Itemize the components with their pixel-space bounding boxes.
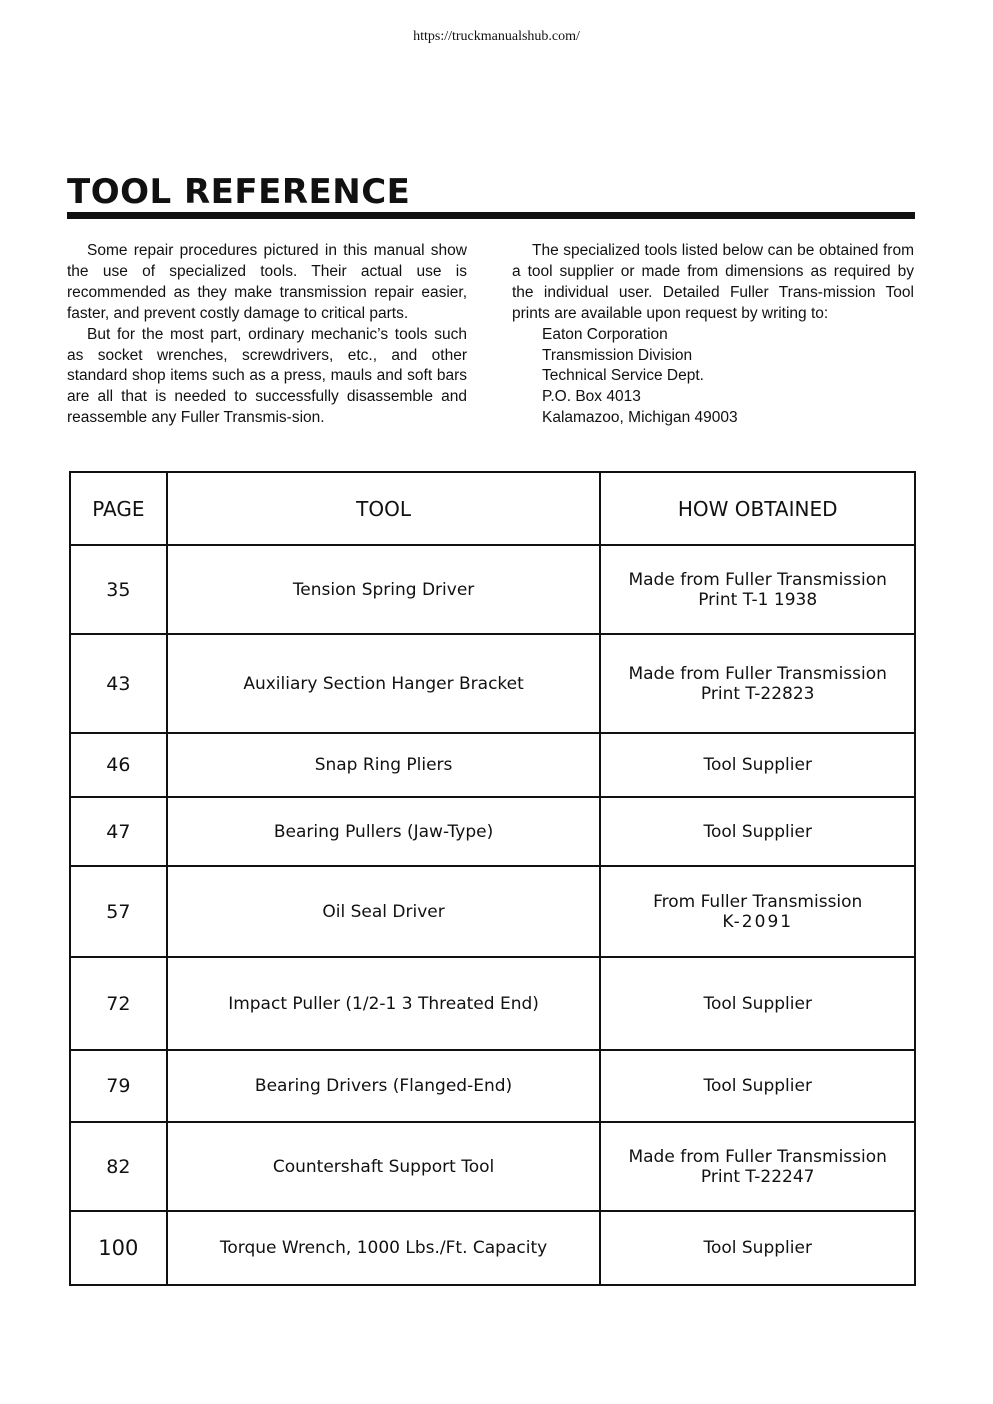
tool-cell: Bearing Pullers (Jaw-Type) xyxy=(167,797,601,866)
column-header-page: PAGE xyxy=(70,472,167,545)
obtained-line: Tool Supplier xyxy=(703,1238,812,1258)
column-header-tool: TOOL xyxy=(167,472,601,545)
intro-paragraph: But for the most part, ordinary mechanic’s tools such as socket wrenches, screwdrivers, etc., and other standard shop items such as a press, mauls and soft bars are all that is needed to successfully disassemble and reassemble any Fuller Transmis-sion. xyxy=(67,325,467,427)
table-row xyxy=(70,545,915,634)
table-row xyxy=(70,634,915,733)
obtained-cell xyxy=(600,545,915,634)
obtained-cell xyxy=(600,1211,915,1285)
obtained-cell xyxy=(600,957,915,1050)
obtained-cell xyxy=(600,634,915,733)
page-title: TOOL REFERENCE xyxy=(67,172,411,212)
obtained-line: Print T-22247 xyxy=(700,1166,815,1187)
page-cell: 72 xyxy=(70,957,167,1050)
column-header-how-obtained: HOW OBTAINED xyxy=(600,472,915,545)
table-row xyxy=(70,866,915,957)
tool-cell: Torque Wrench, 1000 Lbs./Ft. Capacity xyxy=(167,1211,601,1285)
page-cell: 57 xyxy=(70,866,167,957)
obtained-cell xyxy=(600,797,915,866)
source-url: https://truckmanualshub.com/ xyxy=(413,29,580,44)
intro-paragraph: Some repair procedures pictured in this manual show the use of specialized tools. Their actual use is recommended as they make transmission repair easier, faster, and prevent costly damage to critical parts. xyxy=(67,242,467,322)
obtained-line: Made from Fuller Transmission xyxy=(628,1146,887,1167)
page-cell: 82 xyxy=(70,1122,167,1211)
table-header-row xyxy=(70,472,915,545)
address-line: Transmission Division xyxy=(542,346,693,364)
page-cell: 35 xyxy=(70,545,167,634)
obtained-line: Tool Supplier xyxy=(703,993,812,1014)
page-cell: 100 xyxy=(70,1211,167,1285)
page-cell: 46 xyxy=(70,733,167,797)
obtained-line: Made from Fuller Transmission xyxy=(628,569,887,590)
intro-paragraph: The specialized tools listed below can be obtained from a tool supplier or made from dimensions as required by the individual user. Detailed Fuller Trans-mission Tool prints are available upon request by writing to: xyxy=(512,242,914,322)
obtained-line: Tool Supplier xyxy=(703,1076,812,1096)
table-row xyxy=(70,1122,915,1211)
tool-table xyxy=(69,471,916,1286)
obtained-line: Print T-1 1938 xyxy=(698,589,818,610)
tool-cell: Snap Ring Pliers xyxy=(167,733,601,797)
page-cell: 43 xyxy=(70,634,167,733)
obtained-cell xyxy=(600,866,915,957)
title-rule xyxy=(67,212,915,219)
address-line: Eaton Corporation xyxy=(542,325,668,343)
mailing-address xyxy=(542,325,914,430)
table-row xyxy=(70,797,915,866)
tool-cell: Impact Puller (1/2-1 3 Threated End) xyxy=(167,957,601,1050)
obtained-line: Print T-22823 xyxy=(700,683,815,704)
tool-cell: Countershaft Support Tool xyxy=(167,1122,601,1211)
obtained-cell xyxy=(600,1122,915,1211)
table-row xyxy=(70,733,915,797)
obtained-line: K-2091 xyxy=(722,911,794,932)
obtained-line: From Fuller Transmission xyxy=(653,891,863,912)
tool-cell: Auxiliary Section Hanger Bracket xyxy=(167,634,601,733)
address-line: Technical Service Dept. xyxy=(542,367,704,385)
page-cell: 47 xyxy=(70,797,167,866)
obtained-cell xyxy=(600,733,915,797)
obtained-line: Made from Fuller Transmission xyxy=(628,663,887,684)
page-cell: 79 xyxy=(70,1050,167,1122)
table-row xyxy=(70,1211,915,1285)
address-line: Kalamazoo, Michigan 49003 xyxy=(542,409,738,427)
table-row xyxy=(70,957,915,1050)
obtained-line: Tool Supplier xyxy=(703,821,812,842)
tool-cell: Oil Seal Driver xyxy=(167,866,601,957)
tool-cell: Bearing Drivers (Flanged-End) xyxy=(167,1050,601,1122)
obtained-line: Tool Supplier xyxy=(703,755,812,775)
obtained-cell xyxy=(600,1050,915,1122)
table-row xyxy=(70,1050,915,1122)
intro-left-column xyxy=(67,241,467,429)
intro-right-column xyxy=(512,241,914,429)
address-line: P.O. Box 4013 xyxy=(542,388,641,406)
tool-cell: Tension Spring Driver xyxy=(167,545,601,634)
